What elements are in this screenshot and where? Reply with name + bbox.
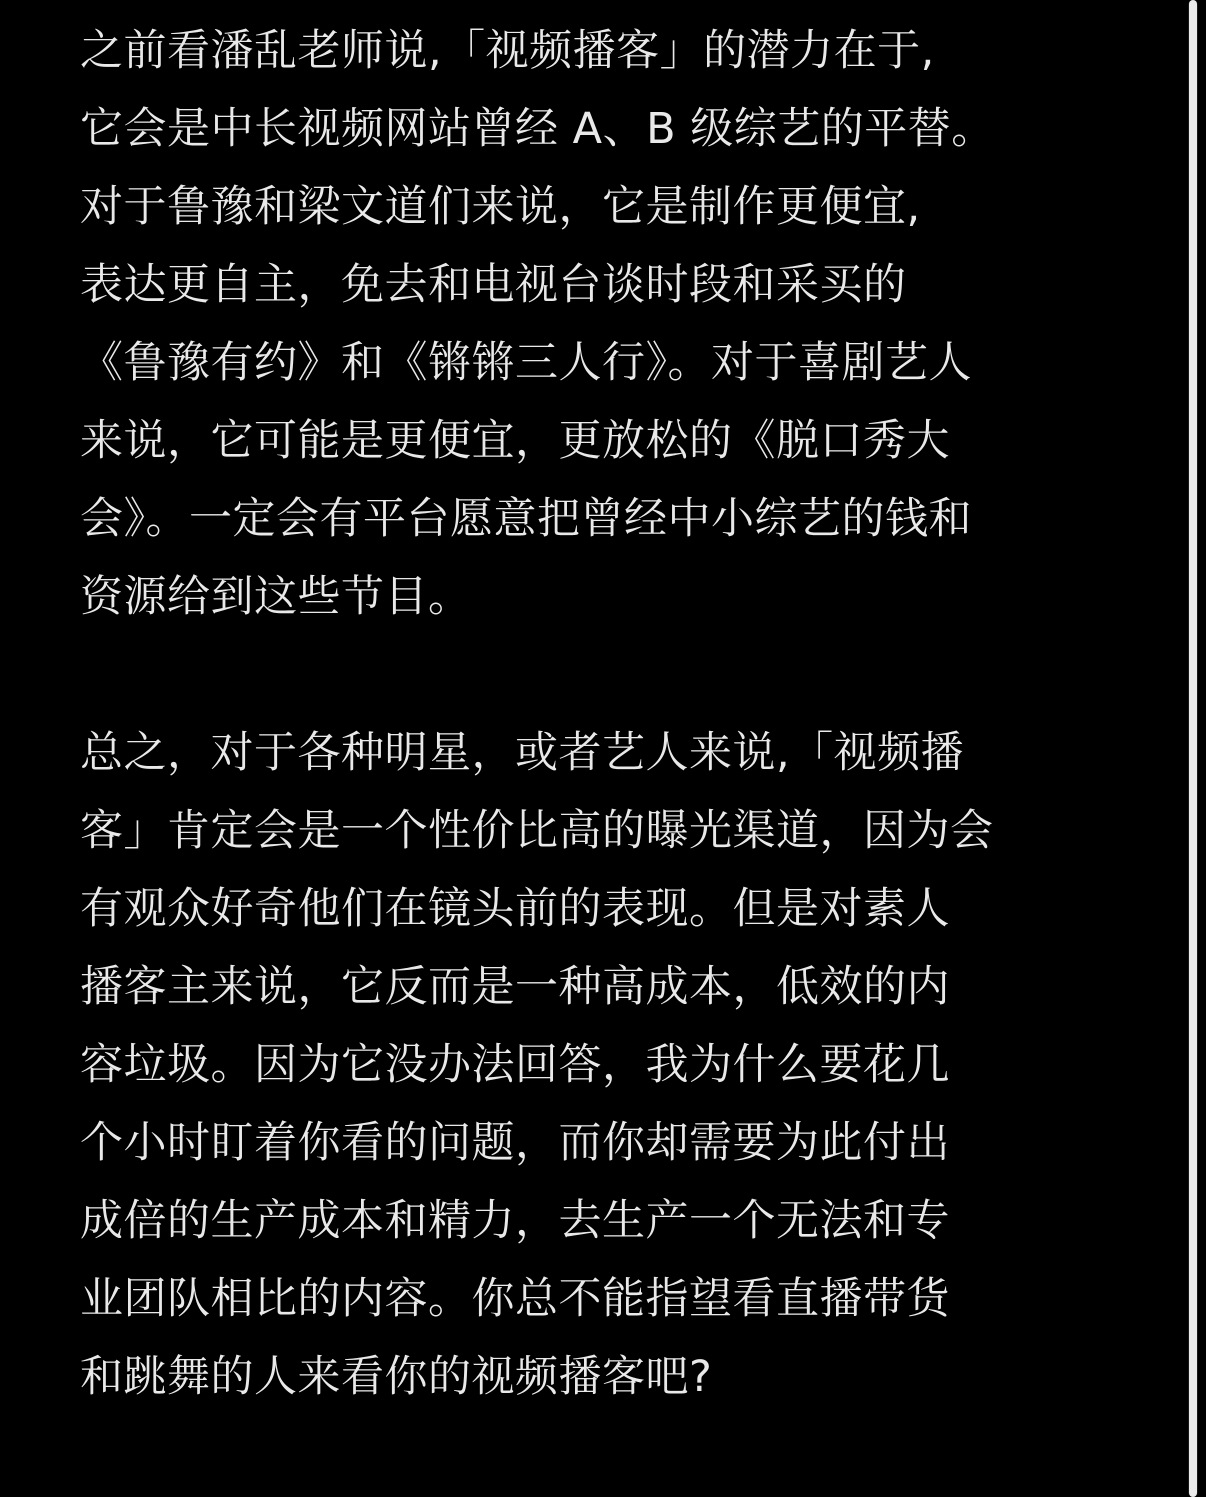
text-line: 它会是中长视频网站曾经 A、B 级综艺的平替。	[80, 104, 995, 154]
text-line: 资源给到这些节目。	[80, 572, 472, 622]
text-line: 会》。一定会有平台愿意把曾经中小综艺的钱和	[80, 494, 972, 544]
article-body	[80, 12, 1140, 1416]
text-line: 成倍的生产成本和精力，去生产一个无法和专	[80, 1196, 950, 1246]
text-line: 播客主来说，它反而是一种高成本，低效的内	[80, 962, 950, 1012]
vertical-scrollbar[interactable]	[1188, 0, 1198, 1497]
text-line: 来说，它可能是更便宜，更放松的《脱口秀大	[80, 416, 950, 466]
text-line: 之前看潘乱老师说,「视频播客」的潜力在于,	[80, 26, 935, 76]
paragraph-2	[80, 714, 1140, 1416]
text-line: 个小时盯着你看的问题，而你却需要为此付出	[80, 1118, 950, 1168]
text-line: 对于鲁豫和梁文道们来说，它是制作更便宜,	[80, 182, 921, 232]
text-line: 表达更自主，免去和电视台谈时段和采买的	[80, 260, 907, 310]
paragraph-1	[80, 12, 1140, 636]
text-line: 《鲁豫有约》和《锵锵三人行》。对于喜剧艺人	[80, 338, 972, 388]
text-line: 容垃圾。因为它没办法回答，我为什么要花几	[80, 1040, 950, 1090]
text-line: 客」肯定会是一个性价比高的曝光渠道，因为会	[80, 806, 994, 856]
text-line: 总之，对于各种明星，或者艺人来说,「视频播	[80, 728, 965, 778]
text-line: 和跳舞的人来看你的视频播客吧?	[80, 1352, 713, 1402]
text-line: 有观众好奇他们在镜头前的表现。但是对素人	[80, 884, 950, 934]
scrollbar-thumb[interactable]	[1189, 0, 1197, 1497]
text-line: 业团队相比的内容。你总不能指望看直播带货	[80, 1274, 950, 1324]
